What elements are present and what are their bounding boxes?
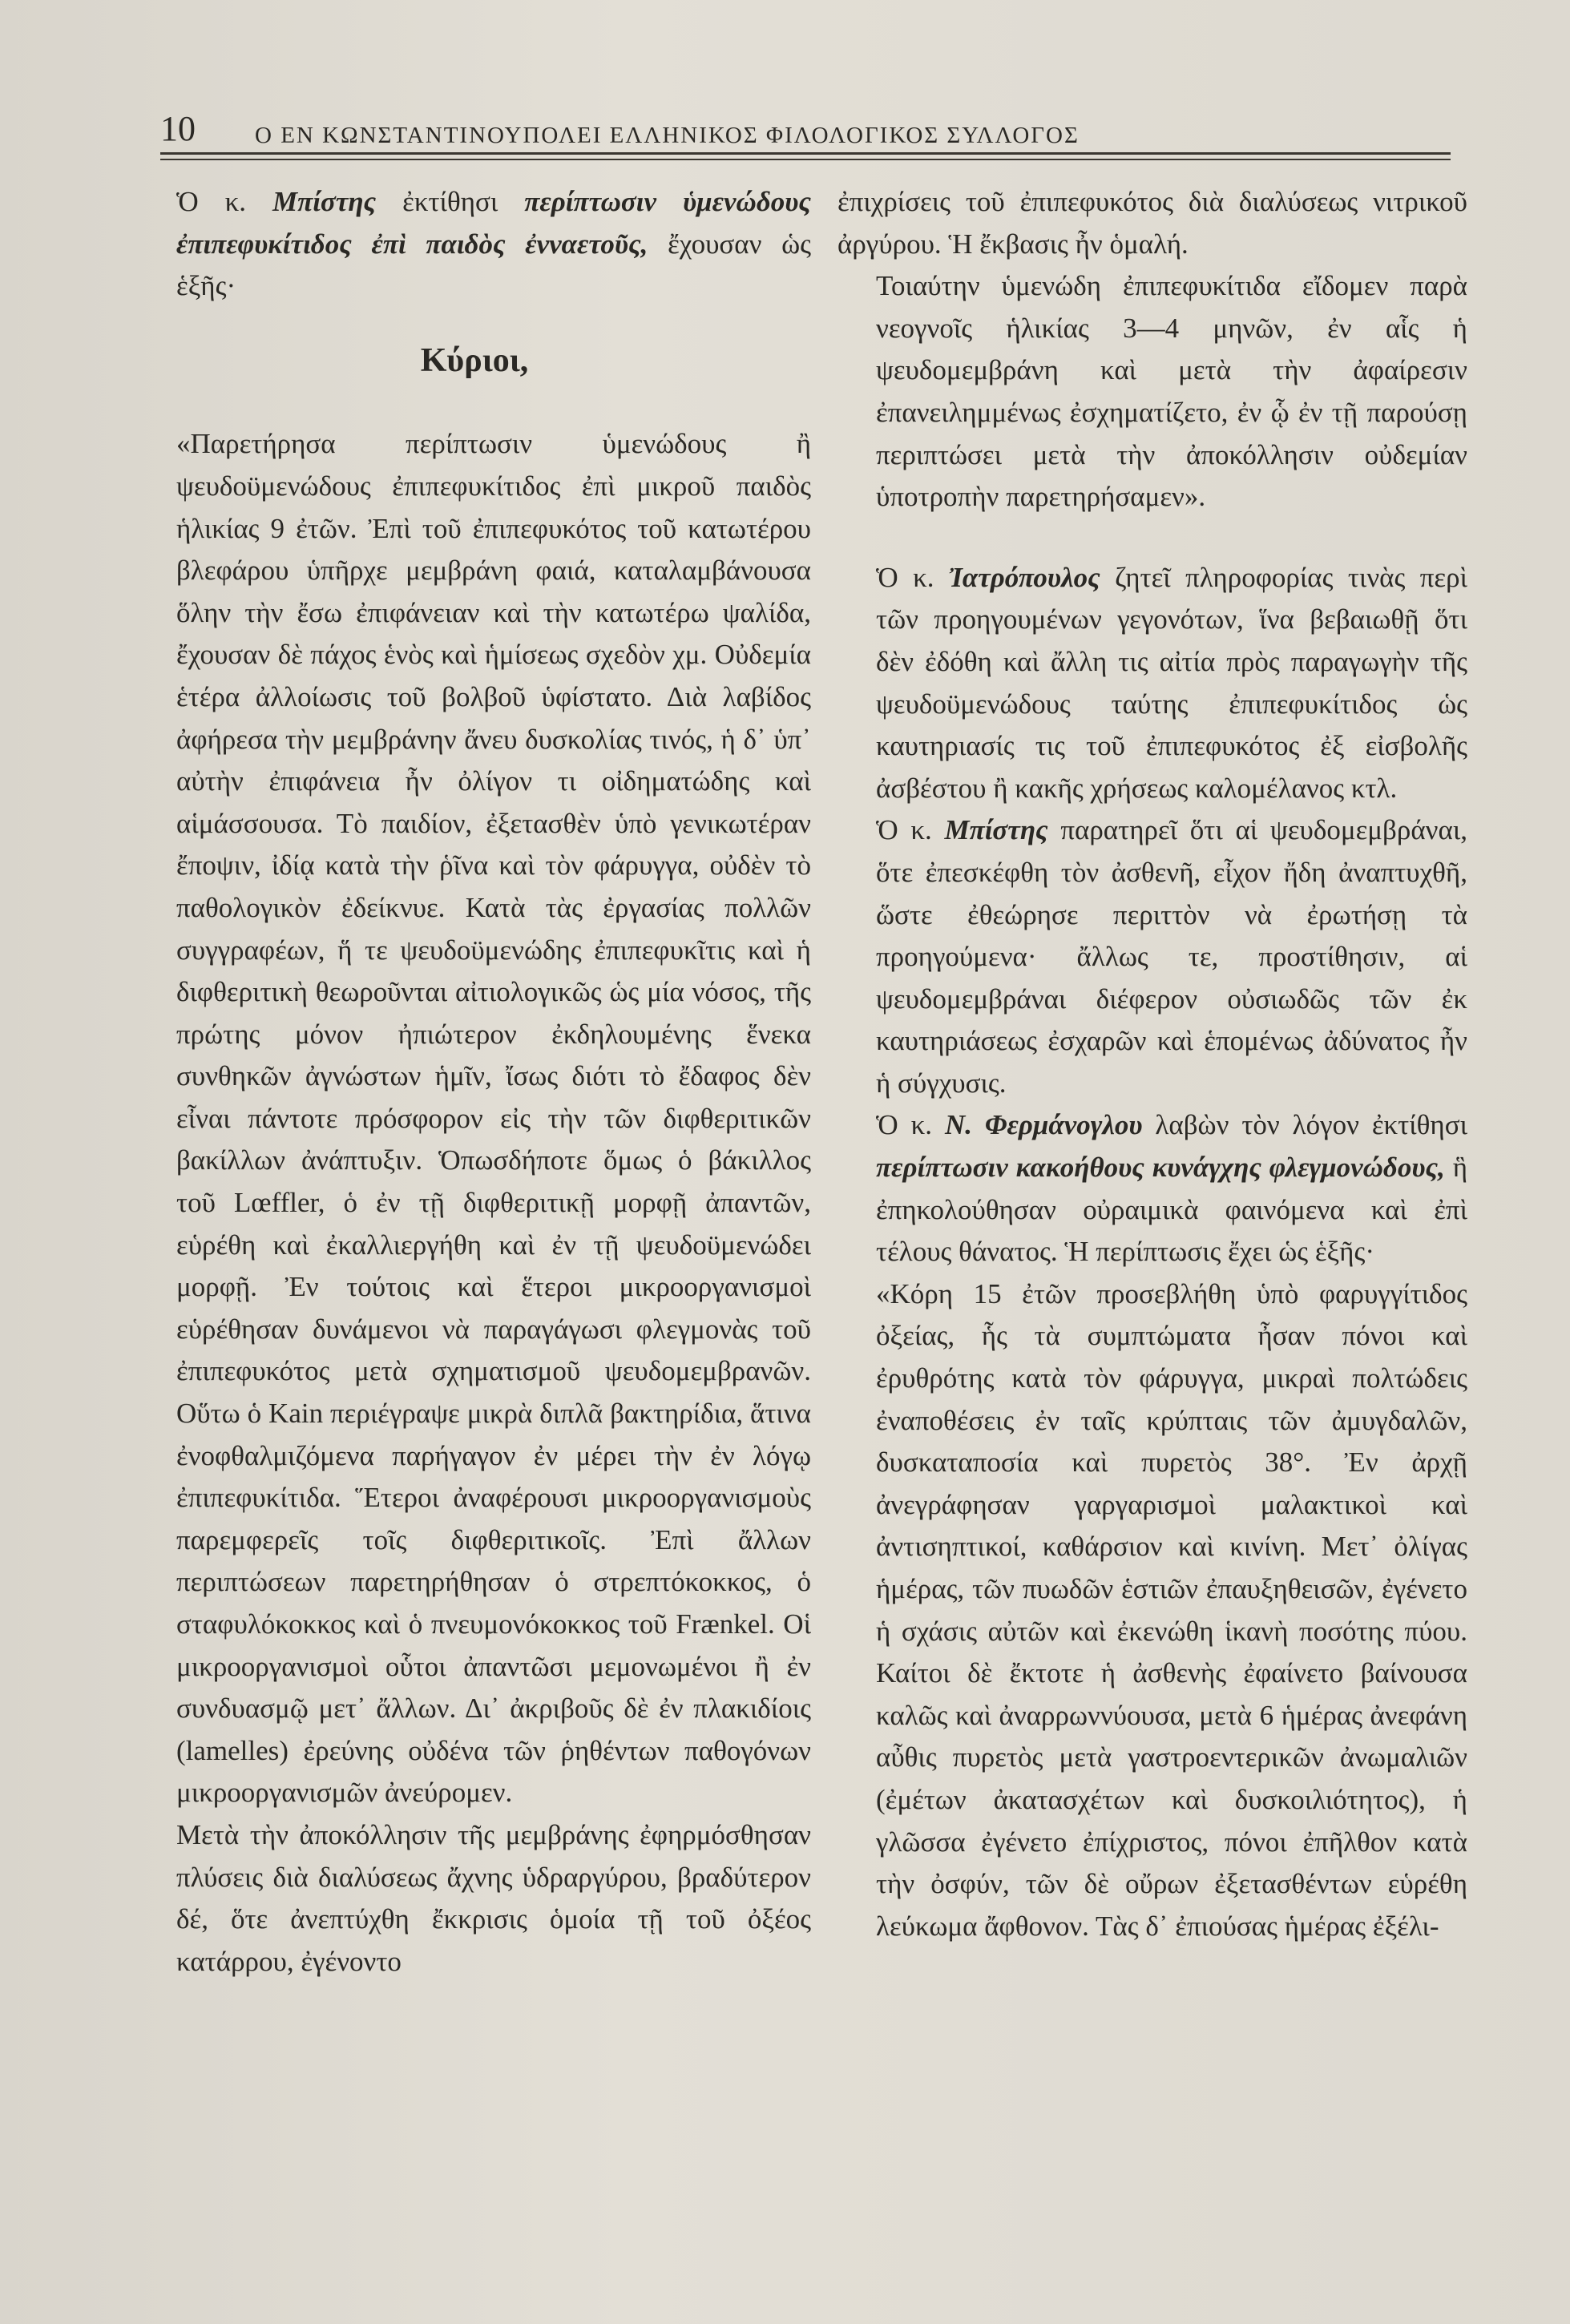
header-rule-bottom: [160, 159, 1451, 160]
speaker-name: Ἰατρόπουλος: [948, 561, 1100, 593]
intro-mid: ἐκτίθησι: [376, 186, 525, 217]
paragraph-gap: [837, 518, 1467, 557]
p4-text: παρατηρεῖ ὅτι αἱ ψευδομεμβράναι, ὅτε ἐπεσκέφθη τὸν ἀσθενῆ, εἶχον ἤδη ἀναπτυχθῆ, ὥστε ἐθεώρησε περιττὸν νὰ ἐρωτήσῃ τὰ προηγούμενα· ἄλλως τε, προστίθησιν, αἱ ψευδομεμβράναι διέφερον οὐσιωδῶς τῶν ἐκ καυτηριάσεως ἐσχαρῶν καὶ ἑπομένως ἀδύνατος ἦν ἡ σύγχυσις.: [876, 814, 1467, 1099]
running-title: Ο ΕΝ ΚΩΝΣΤΑΝΤΙΝΟΥΠΟΛΕΙ ΕΛΛΗΝΙΚΟΣ ΦΙΛΟΛΟΓΙΚΟΣ ΣΥΛΛΟΓΟΣ: [255, 123, 1080, 148]
intro-prefix: Ὁ κ.: [176, 186, 272, 217]
right-column: [837, 181, 1467, 1947]
p5-prefix: Ὁ κ.: [876, 1109, 945, 1141]
left-column: [138, 181, 811, 1983]
iatropoulos-paragraph: [837, 557, 1467, 810]
address-heading: Κύριοι,: [420, 341, 529, 379]
bistis-reply-paragraph: [837, 809, 1467, 1104]
p4-prefix: Ὁ κ.: [876, 814, 945, 846]
speaker-name: Ν. Φερμάνογλου: [944, 1109, 1143, 1141]
speaker-name: Μπίστης: [944, 814, 1048, 846]
fermanoglou-paragraph: [837, 1104, 1467, 1273]
case-report-paragraph: «Παρετήρησα περίπτωσιν ὑμενώδους ἢ ψευδοϋμενώδους ἐπιπεφυκίτιδος ἐπὶ μικροῦ παιδὸς ἡλικίας 9 ἐτῶν. Ἐπὶ τοῦ ἐπιπεφυκότος τοῦ κατωτέρου βλεφάρου ὑπῆρχε μεμβράνη φαιά, καταλαμβάνουσα ὅλην τὴν ἔσω ἐπιφάνειαν καὶ τὴν κατωτέρω ψαλίδα, ἔχουσαν δὲ πάχος ἑνὸς καὶ ἡμίσεως σχεδὸν χμ. Οὐδεμία ἑτέρα ἀλλοίωσις τοῦ βολβοῦ ὑφίστατο. Διὰ λαβίδος ἀφήρεσα τὴν μεμβράνην ἄνευ δυσκολίας τινός, ἡ δ᾽ ὑπ᾽ αὐτὴν ἐπιφάνεια ἦν ὀλίγον τι οἰδηματώδης καὶ αἱμάσσουσα. Τὸ παιδίον, ἐξετασθὲν ὑπὸ γενικωτέραν ἔποψιν, ἰδίᾳ κατὰ τὴν ῥῖνα καὶ τὸν φάρυγγα, οὐδὲν τὸ παθολογικὸν ἐδείκνυε. Κατὰ τὰς ἐργασίας πολλῶν συγγραφέων, ἥ τε ψευδοϋμενώδης ἐπιπεφυκῖτις καὶ ἡ διφθεριτικὴ θεωροῦνται αἰτιολογικῶς ὡς μία νόσος, τῆς πρώτης μόνον ἠπιώτερον ἐκδηλουμένης ἕνεκα συνθηκῶν ἀγνώστων ἡμῖν, ἴσως διότι τὸ ἔδαφος δὲν εἶναι πάντοτε πρόσφορον εἰς τὴν τῶν διφθεριτικῶν βακίλλων ἀνάπτυξιν. Ὁπωσδήποτε ὅμως ὁ βάκιλλος τοῦ Lœffler, ὁ ἐν τῇ διφθεριτικῇ μορφῇ ἀπαντῶν, εὑρέθη καὶ ἐκαλλιεργήθη καὶ ἐν τῇ ψευδοϋμενώδει μορφῇ. Ἐν τούτοις καὶ ἕτεροι μικροοργανισμοὶ εὑρέθησαν δυνάμενοι νὰ παραγάγωσι φλεγμονὰς τοῦ ἐπιπεφυκότος μετὰ σχηματισμοῦ ψευδομεμβρανῶν. Οὕτω ὁ Kain περιέγραψε μικρὰ διπλᾶ βακτηρίδια, ἅτινα ἐνοφθαλμιζόμενα παρήγαγον ἐν μέρει τὴν ἐν λόγῳ ἐπιπεφυκίτιδα. Ἕτεροι ἀναφέρουσι μικροοργανισμοὺς παρεμφερεῖς τοῖς διφθεριτικοῖς. Ἐπὶ ἄλλων περιπτώσεων παρετηρήθησαν ὁ στρεπτόκοκκος, ὁ σταφυλόκοκκος καὶ ὁ πνευμονόκοκκος τοῦ Frænkel. Οἱ μικροοργανισμοὶ οὗτοι ἀπαντῶσι μεμονωμένοι ἢ ἐν συνδυασμῷ μετ᾽ ἄλλων. Δι᾽ ἀκριβοῦς δὲ ἐν πλακιδίοις (lamelles) ἐρεύνης οὐδένα τῶν ῥηθέντων παθογόνων μικροοργανισμῶν ἀνεύρομεν.: [176, 428, 811, 1809]
header-rule-top: [160, 152, 1451, 155]
p5-text: ἣ ἐπηκολούθησαν οὐραιμικὰ φαινόμενα καὶ ἐπὶ τέλους θάνατος. Ἡ περίπτωσις ἔχει ὡς ἑξῆς·: [876, 1152, 1467, 1268]
intro-paragraph: [138, 181, 811, 308]
p3-prefix: Ὁ κ.: [876, 561, 949, 593]
page-number: 10: [160, 109, 196, 148]
case-title: περίπτωσιν ὑμενώδους ἐπιπεφυκίτιδος ἐπὶ παιδὸς ἐνναετοῦς,: [176, 186, 812, 260]
page-header: [160, 101, 1451, 149]
speaker-name: Μπίστης: [272, 186, 377, 217]
case-title: περίπτωσιν κακοήθους κυνάγχης φλεγμονώδους,: [876, 1152, 1445, 1184]
case-history-paragraph: «Κόρη 15 ἐτῶν προσεβλήθη ὑπὸ φαρυγγίτιδος ὀξείας, ἧς τὰ συμπτώματα ἦσαν πόνοι καὶ ἐρυθρότης κατὰ τὸν φάρυγγα, μικραὶ πολτώδεις ἐναποθέσεις ἐν ταῖς κρύπταις τῶν ἀμυγδαλῶν, δυσκαταποσία καὶ πυρετὸς 38°. Ἐν ἀρχῇ ἀνεγράφησαν γαργαρισμοὶ μαλακτικοὶ καὶ ἀντισηπτικοί, καθάρσιον καὶ κινίνη. Μετ᾽ ὀλίγας ἡμέρας, τῶν πυωδῶν ἑστιῶν ἐπαυξηθεισῶν, ἐγένετο ἡ σχάσις αὐτῶν καὶ ἐκενώθη ἱκανὴ ποσότης πύου. Καίτοι δὲ ἔκτοτε ἡ ἀσθενὴς ἐφαίνετο βαίνουσα καλῶς καὶ ἀναρρωννύουσα, μετὰ 6 ἡμέρας ἀνεφάνη αὖθις πυρετὸς μετὰ γαστροεντερικῶν ἀνωμαλιῶν (ἐμέτων ἀκατασχέτων καὶ δυσκοιλιότητος), ἡ γλῶσσα ἐγένετο ἐπίχριστος, πόνοι ἐπῆλθον κατὰ τὴν ὀσφύν, τῶν δὲ οὔρων ἐξετασθέντων εὑρέθη λεύκωμα ἄφθονον. Τὰς δ᾽ ἐπιούσας ἡμέρας ἐξέλι-: [876, 1277, 1467, 1942]
continuation-paragraph: ἐπιχρίσεις τοῦ ἐπιπεφυκότος διὰ διαλύσεως νιτρικοῦ ἀργύρου. Ἡ ἔκβασις ἦν ὁμαλή.: [837, 186, 1467, 260]
p3-text: ζητεῖ πληροφορίας τινὰς περὶ τῶν προηγουμένων γεγονότων, ἵνα βεβαιωθῇ ὅτι δὲν ἐδόθη καὶ ἄλλη τις αἰτία πρὸς παραγωγὴν τῆς ψευδοϋμενώδους ταύτης ἐπιπεφυκίτιδος ὡς καυτηριασίς τις τοῦ ἐπιπεφυκότος ἐξ εἰσβολῆς ἀσβέστου ἢ κακῆς χρήσεως καλομέλανος κτλ.: [876, 561, 1467, 804]
treatment-paragraph: Μετὰ τὴν ἀποκόλλησιν τῆς μεμβράνης ἐφηρμόσθησαν πλύσεις διὰ διαλύσεως ἄχνης ὑδραργύρου, βραδύτερον δέ, ὅτε ἀνεπτύχθη ἔκκρισις ὁμοία τῇ τοῦ ὀξέος κατάρρου, ἐγένοντο: [176, 1818, 811, 1977]
p5-mid: λαβὼν τὸν λόγον ἐκτίθησι: [1142, 1109, 1468, 1141]
intro-suffix: ἔχουσαν ὡς ἑξῆς·: [176, 228, 812, 302]
comparison-paragraph: Τοιαύτην ὑμενώδη ἐπιπεφυκίτιδα εἴδομεν παρὰ νεογνοῖς ἡλικίας 3—4 μηνῶν, ἐν αἷς ἡ ψευδομεμβράνη καὶ μετὰ τὴν ἀφαίρεσιν ἐπανειλημμένως ἐσχηματίζετο, ἐν ᾧ ἐν τῇ παρούσῃ περιπτώσει μετὰ τὴν ἀποκόλλησιν οὐδεμίαν ὑποτροπὴν παρετηρήσαμεν».: [876, 270, 1467, 513]
